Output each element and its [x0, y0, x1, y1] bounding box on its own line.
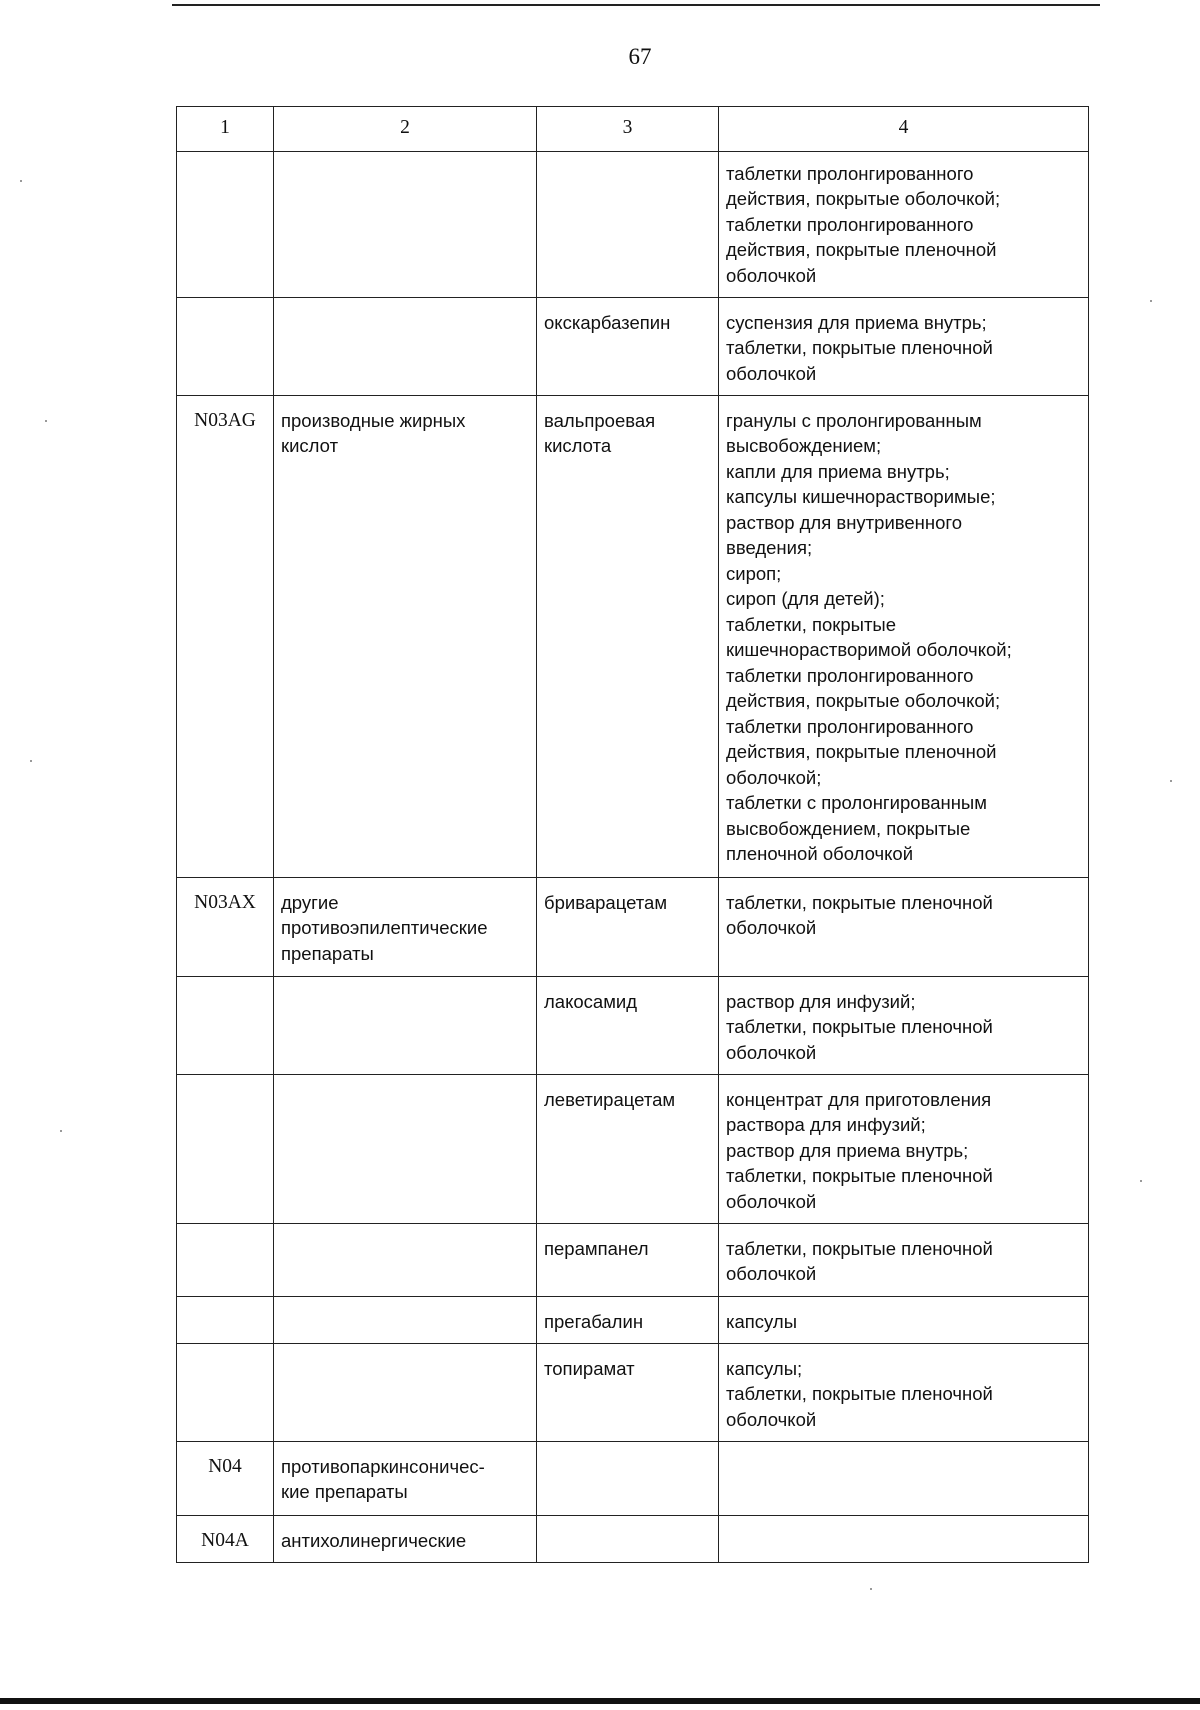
scan-speck: [30, 760, 32, 762]
group-cell: [274, 297, 537, 395]
table-row: [177, 297, 1089, 395]
atc-code-cell: N04A: [177, 1515, 274, 1562]
dosage-forms-cell: концентрат для приготовления раствора для инфузий; раствор для приема внутрь; таблетки, покрытые пленочной оболочкой: [719, 1074, 1089, 1223]
scan-speck: [1170, 780, 1172, 782]
group-cell: [274, 1074, 537, 1223]
scan-speck: [1150, 300, 1152, 302]
dosage-forms-cell: таблетки пролонгированного действия, покрытые оболочкой; таблетки пролонгированного действия, покрытые пленочной оболочкой: [719, 151, 1089, 297]
substance-cell: [537, 1515, 719, 1562]
atc-code-cell: [177, 1074, 274, 1223]
header-col-3: 3: [537, 107, 719, 152]
atc-code-cell: N03AX: [177, 877, 274, 976]
scan-speck: [870, 1588, 872, 1590]
table-row: [177, 1343, 1089, 1441]
atc-code-cell: [177, 1296, 274, 1343]
table-row: [177, 1074, 1089, 1223]
atc-code-cell: N03AG: [177, 395, 274, 877]
group-cell: [274, 1296, 537, 1343]
drug-table: [176, 106, 1089, 1563]
group-cell: [274, 151, 537, 297]
atc-code-cell: [177, 297, 274, 395]
scan-speck: [20, 180, 22, 182]
header-col-1: 1: [177, 107, 274, 152]
dosage-forms-cell: таблетки, покрытые пленочной оболочкой: [719, 1223, 1089, 1296]
bottom-rule: [0, 1698, 1200, 1704]
table-row: [177, 1441, 1089, 1515]
dosage-forms-cell: [719, 1441, 1089, 1515]
dosage-forms-cell: раствор для инфузий; таблетки, покрытые пленочной оболочкой: [719, 976, 1089, 1074]
dosage-forms-cell: таблетки, покрытые пленочной оболочкой: [719, 877, 1089, 976]
scan-speck: [60, 1130, 62, 1132]
table-row: [177, 976, 1089, 1074]
table-row: [177, 151, 1089, 297]
atc-code-cell: N04: [177, 1441, 274, 1515]
scan-speck: [1140, 1180, 1142, 1182]
top-rule: [172, 4, 1100, 6]
table-row: [177, 1296, 1089, 1343]
substance-cell: вальпроевая кислота: [537, 395, 719, 877]
substance-cell: перампанел: [537, 1223, 719, 1296]
atc-code-cell: [177, 1223, 274, 1296]
substance-cell: леветирацетам: [537, 1074, 719, 1223]
substance-cell: [537, 151, 719, 297]
header-col-2: 2: [274, 107, 537, 152]
substance-cell: прегабалин: [537, 1296, 719, 1343]
substance-cell: топирамат: [537, 1343, 719, 1441]
group-cell: [274, 1223, 537, 1296]
group-cell: антихолинергические: [274, 1515, 537, 1562]
substance-cell: лакосамид: [537, 976, 719, 1074]
dosage-forms-cell: [719, 1515, 1089, 1562]
table-row: [177, 1223, 1089, 1296]
dosage-forms-cell: гранулы с пролонгированным высвобождением; капли для приема внутрь; капсулы кишечнорастворимые; раствор для внутривенного введения; сироп; сироп (для детей); таблетки, покрытые кишечнорастворимой оболочкой; таблетки пролонгированного действия, покрытые оболочкой; таблетки пролонгированного действия, покрытые пленочной оболочкой; таблетки с пролонгированным высвобождением, покрытые пленочной оболочкой: [719, 395, 1089, 877]
dosage-forms-cell: капсулы; таблетки, покрытые пленочной оболочкой: [719, 1343, 1089, 1441]
dosage-forms-cell: капсулы: [719, 1296, 1089, 1343]
group-cell: противопаркинсоничес- кие препараты: [274, 1441, 537, 1515]
table-row: [177, 1515, 1089, 1562]
table-header-row: [177, 107, 1089, 152]
table-row: [177, 877, 1089, 976]
header-col-4: 4: [719, 107, 1089, 152]
group-cell: [274, 976, 537, 1074]
substance-cell: окскарбазепин: [537, 297, 719, 395]
substance-cell: [537, 1441, 719, 1515]
scan-speck: [45, 420, 47, 422]
atc-code-cell: [177, 976, 274, 1074]
dosage-forms-cell: суспензия для приема внутрь; таблетки, покрытые пленочной оболочкой: [719, 297, 1089, 395]
substance-cell: бриварацетам: [537, 877, 719, 976]
page-number: 67: [628, 44, 652, 69]
group-cell: производные жирных кислот: [274, 395, 537, 877]
table-row: [177, 395, 1089, 877]
atc-code-cell: [177, 151, 274, 297]
group-cell: другие противоэпилептические препараты: [274, 877, 537, 976]
group-cell: [274, 1343, 537, 1441]
atc-code-cell: [177, 1343, 274, 1441]
